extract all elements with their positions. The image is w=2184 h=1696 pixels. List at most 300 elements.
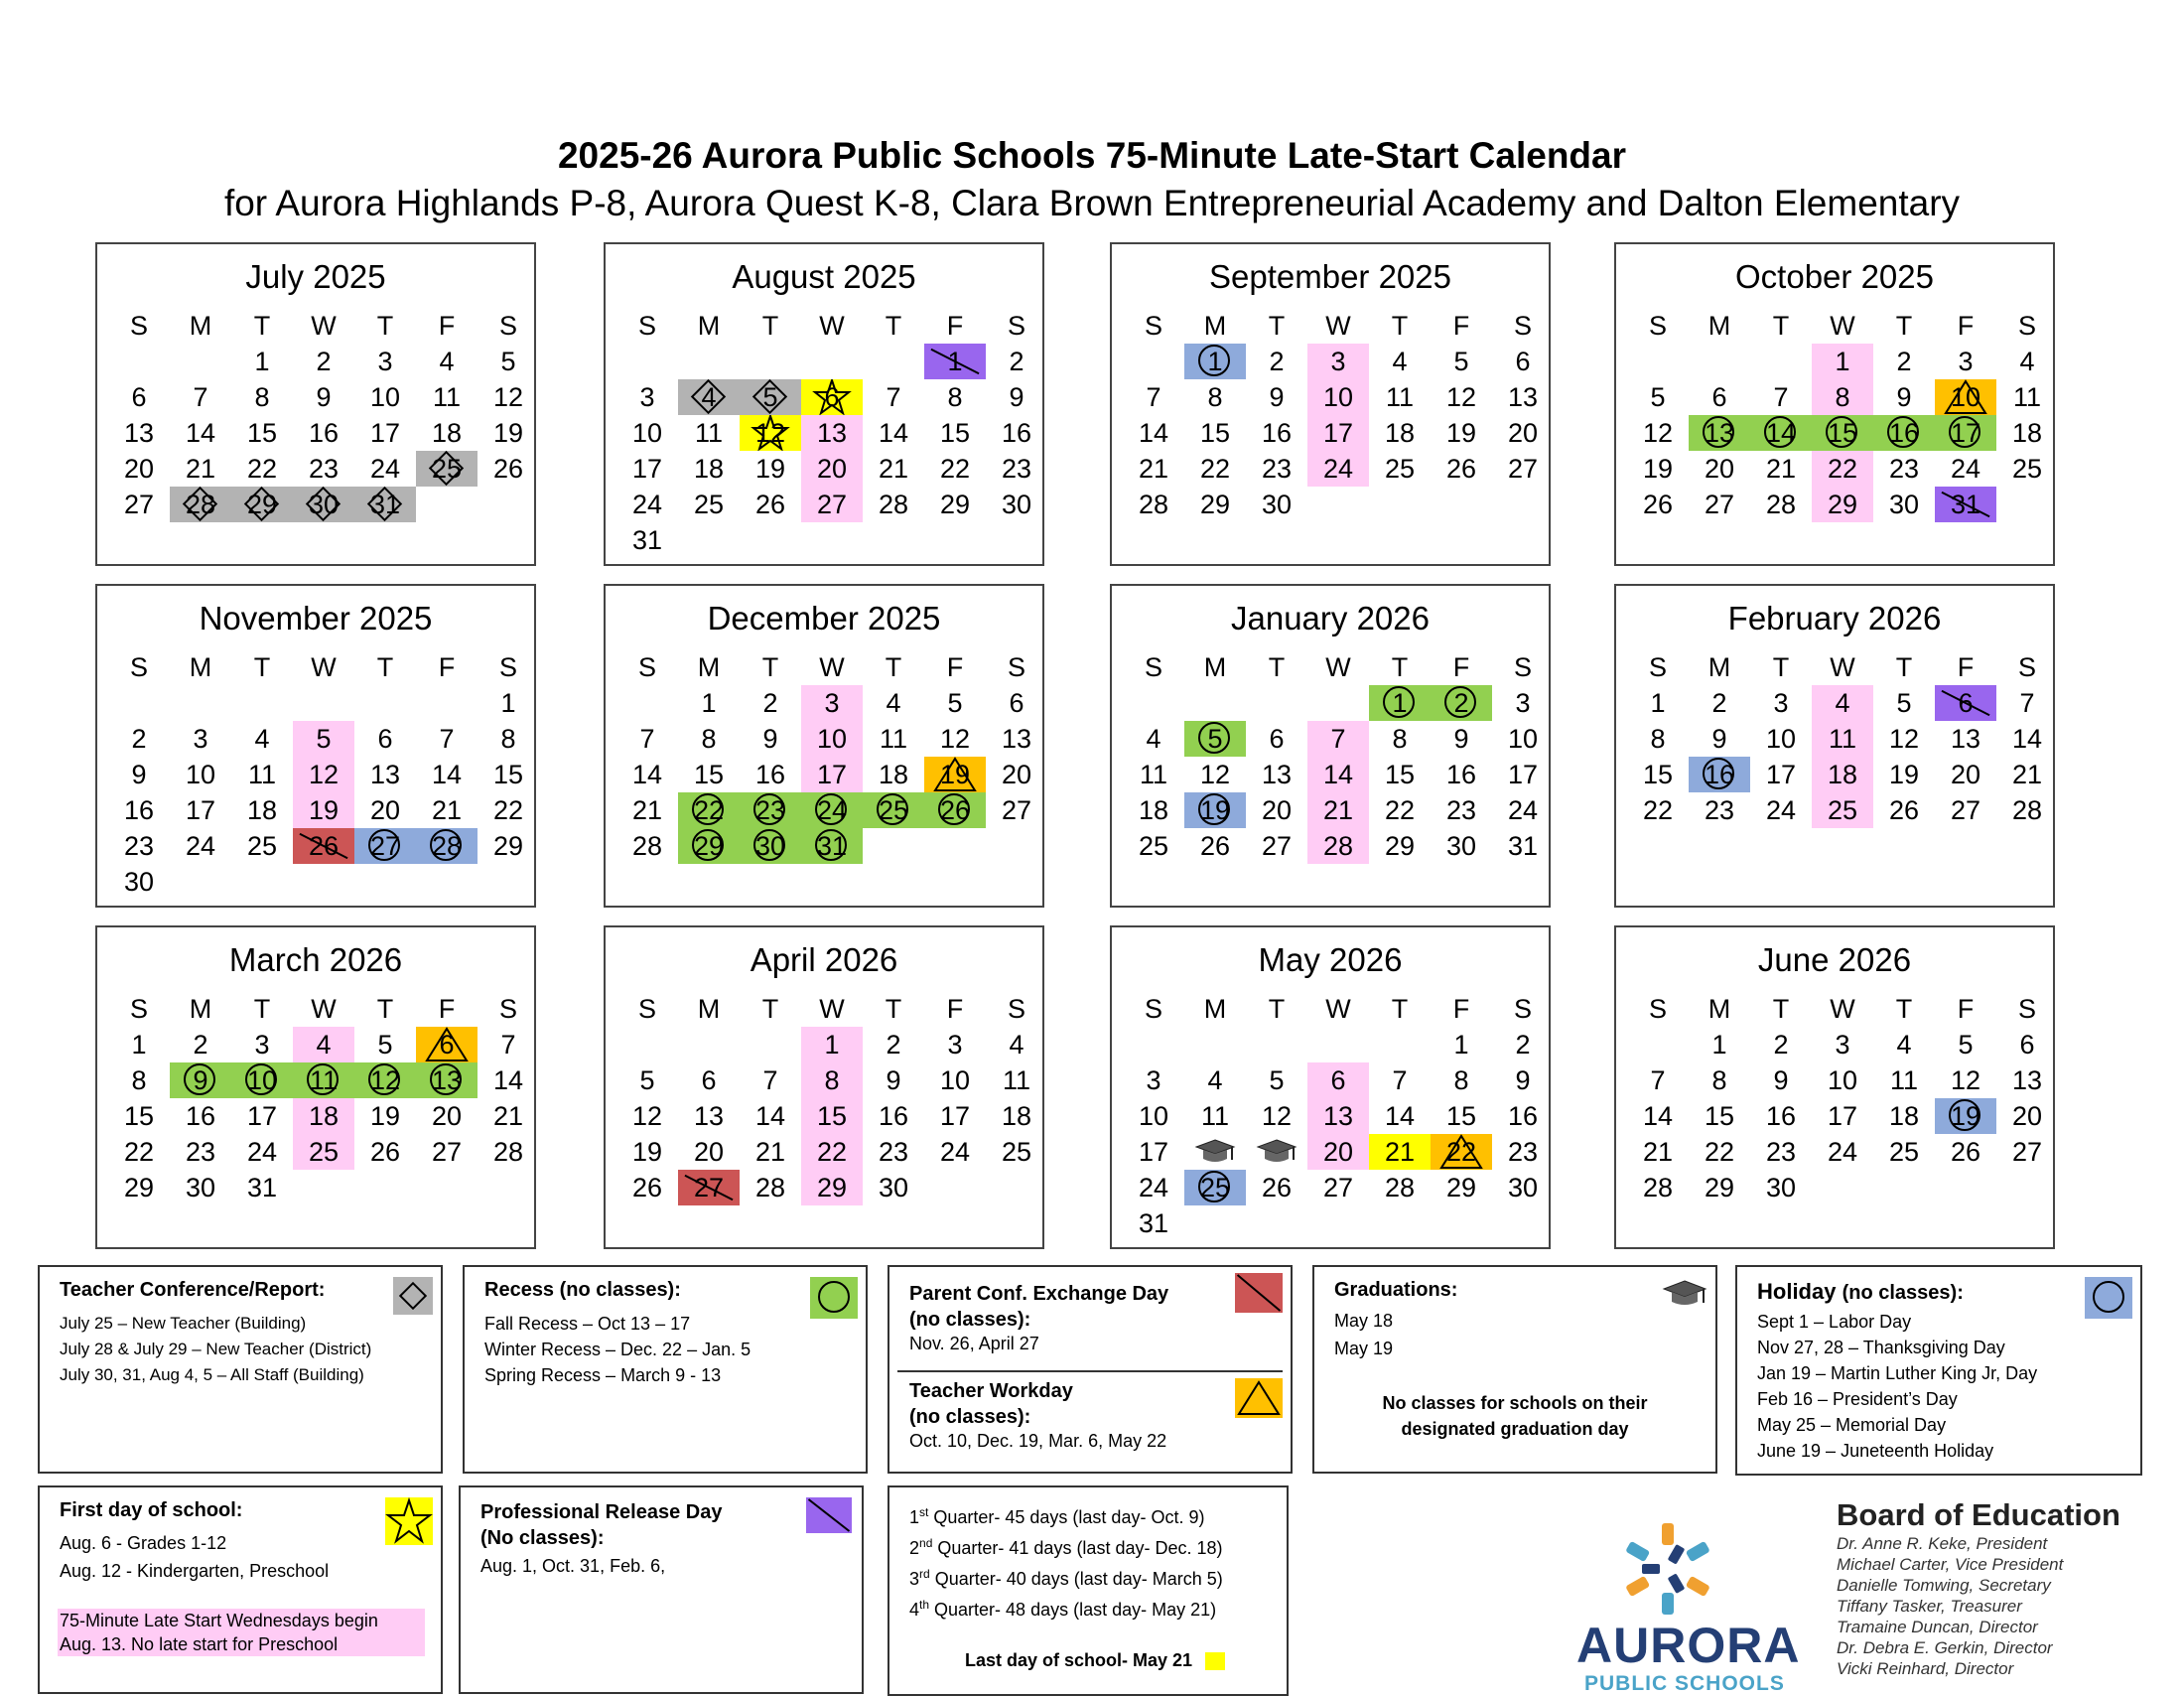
day-number: 12 (308, 760, 340, 789)
day-cell (108, 487, 170, 522)
day-cell (108, 1134, 170, 1170)
day-number: 26 (939, 795, 971, 825)
day-number: 25 (1888, 1137, 1920, 1167)
day-cell (1123, 379, 1184, 415)
weekday-header: F (1452, 652, 1470, 682)
day-number: 19 (631, 1137, 663, 1167)
day-number: 18 (1888, 1101, 1920, 1131)
day-number: 27 (1704, 490, 1735, 519)
day-cell (740, 1170, 801, 1205)
weekday-header: S (2017, 994, 2036, 1024)
day-cell (1935, 1098, 1996, 1134)
day-cell (108, 1170, 170, 1205)
day-number: 27 (123, 490, 155, 519)
weekday-header: T (1268, 652, 1286, 682)
weekday-header: M (1203, 652, 1227, 682)
day-cell (1246, 487, 1307, 522)
day-number: 9 (762, 724, 778, 754)
day-cell (1812, 451, 1873, 487)
weekday-header: S (129, 994, 148, 1024)
weekday-header: S (1144, 994, 1162, 1024)
day-cell (1246, 344, 1307, 379)
day-cell (1935, 792, 1996, 828)
day-number: 8 (701, 724, 717, 754)
day-number: 23 (754, 795, 786, 825)
weekday-header: S (498, 652, 517, 682)
day-number: 29 (939, 490, 971, 519)
day-number: 26 (308, 831, 340, 861)
day-cell (863, 415, 924, 451)
day-cell (1307, 1170, 1369, 1205)
weekday-header: T (376, 652, 394, 682)
day-number: 7 (762, 1065, 778, 1095)
day-cell (863, 721, 924, 757)
day-cell (1492, 721, 1554, 757)
day-number: 24 (631, 490, 663, 519)
day-cell (801, 685, 863, 721)
day-cell (1184, 451, 1246, 487)
day-number: 10 (939, 1065, 971, 1095)
day-number: 6 (1330, 1065, 1346, 1095)
day-number: 1 (1711, 1030, 1727, 1060)
day-cell (740, 415, 801, 451)
day-cell (354, 451, 416, 487)
day-number: 6 (824, 382, 840, 412)
day-number: 14 (631, 760, 663, 789)
day-number: 20 (431, 1101, 463, 1131)
day-number: 4 (2019, 347, 2035, 376)
day-cell (293, 1098, 354, 1134)
day-cell (1935, 487, 1996, 522)
legend-line: May 25 – Memorial Day (1757, 1415, 1947, 1435)
day-cell (1627, 487, 1689, 522)
day-cell (478, 757, 539, 792)
day-cell (924, 451, 986, 487)
day-cell (740, 757, 801, 792)
day-cell (863, 1098, 924, 1134)
legend-title: Recess (no classes): (484, 1279, 681, 1301)
day-number: 20 (1001, 760, 1032, 789)
day-cell (1873, 451, 1935, 487)
day-number: 13 (369, 760, 401, 789)
day-number: 8 (254, 382, 270, 412)
day-cell (986, 1134, 1047, 1170)
day-number: 19 (1642, 454, 1674, 484)
day-cell (293, 1134, 354, 1170)
day-number: 4 (1207, 1065, 1223, 1095)
day-number: 25 (1384, 454, 1416, 484)
day-number: 27 (431, 1137, 463, 1167)
month-march-2026 (95, 925, 536, 1249)
day-cell (293, 487, 354, 522)
day-cell (1307, 792, 1369, 828)
day-cell (293, 792, 354, 828)
weekday-header: S (1007, 994, 1025, 1024)
day-number: 6 (1711, 382, 1727, 412)
day-cell (616, 1098, 678, 1134)
day-cell (1627, 415, 1689, 451)
day-number: 11 (1889, 1065, 1919, 1095)
day-number: 28 (1322, 831, 1354, 861)
weekday-header: S (129, 652, 148, 682)
weekday-header: T (1772, 311, 1790, 341)
day-number: 7 (639, 724, 655, 754)
day-number: 29 (1445, 1173, 1477, 1202)
day-number: 25 (1827, 795, 1858, 825)
day-number: 22 (1642, 795, 1674, 825)
day-cell (1750, 487, 1812, 522)
weekday-header: W (311, 652, 337, 682)
day-cell (1184, 757, 1246, 792)
weekday-header: S (1648, 994, 1667, 1024)
day-number: 24 (1765, 795, 1797, 825)
day-number: 11 (1139, 760, 1168, 789)
day-cell (986, 1062, 1047, 1098)
day-number: 28 (431, 831, 463, 861)
day-number: 24 (185, 831, 216, 861)
weekday-header: S (2017, 652, 2036, 682)
day-number: 3 (254, 1030, 270, 1060)
day-number: 8 (1453, 1065, 1469, 1095)
day-cell (986, 685, 1047, 721)
day-number: 20 (2011, 1101, 2043, 1131)
day-cell (1492, 415, 1554, 451)
quarter-line (909, 1561, 1223, 1592)
day-number: 21 (1642, 1137, 1674, 1167)
day-cell (1431, 1170, 1492, 1205)
day-cell (801, 792, 863, 828)
day-number: 22 (816, 1137, 848, 1167)
day-cell (1996, 379, 2058, 415)
day-cell (678, 685, 740, 721)
day-number: 8 (1392, 724, 1408, 754)
day-number: 21 (1322, 795, 1354, 825)
day-number: 17 (369, 418, 401, 448)
day-cell (1750, 451, 1812, 487)
day-number: 27 (1950, 795, 1981, 825)
day-number: 31 (631, 525, 663, 555)
day-cell (1431, 344, 1492, 379)
day-cell (1246, 1098, 1307, 1134)
day-cell (740, 487, 801, 522)
day-cell (1935, 721, 1996, 757)
day-number: 15 (693, 760, 725, 789)
day-number: 10 (1827, 1065, 1858, 1095)
day-number: 23 (1445, 795, 1477, 825)
day-cell (108, 451, 170, 487)
day-cell (1812, 1134, 1873, 1170)
day-cell (478, 721, 539, 757)
day-number: 8 (500, 724, 516, 754)
day-cell (231, 487, 293, 522)
day-number: 9 (1453, 724, 1469, 754)
day-number: 31 (246, 1173, 278, 1202)
weekday-header: T (376, 311, 394, 341)
day-number: 26 (631, 1173, 663, 1202)
legend-line: Feb 16 – President’s Day (1757, 1389, 1958, 1409)
legend-line: Nov. 26, April 27 (909, 1334, 1039, 1353)
day-number: 6 (1009, 688, 1024, 718)
day-cell (1369, 1098, 1431, 1134)
month-title: May 2026 (1258, 941, 1403, 978)
day-number: 20 (1261, 795, 1293, 825)
day-number: 23 (185, 1137, 216, 1167)
quarter-text: Quarter- 48 days (last day- May 21) (929, 1600, 1217, 1620)
board-of-education (1837, 1497, 2164, 1679)
day-number: 18 (431, 418, 463, 448)
day-number: 16 (1704, 760, 1735, 789)
day-number: 22 (1827, 454, 1858, 484)
day-cell (1996, 685, 2058, 721)
weekday-header: T (1772, 994, 1790, 1024)
day-cell (1246, 1134, 1307, 1170)
day-cell (678, 1170, 740, 1205)
day-cell (986, 379, 1047, 415)
month-title: February 2026 (1727, 600, 1942, 636)
day-number: 13 (431, 1065, 463, 1095)
board-member: Dr. Debra E. Gerkin, Director (1837, 1638, 2053, 1657)
day-number: 6 (2019, 1030, 2035, 1060)
day-number: 4 (1146, 724, 1161, 754)
legend-title: (no classes): (909, 1406, 1031, 1428)
day-cell (416, 792, 478, 828)
legend-line: Jan 19 – Martin Luther King Jr, Day (1757, 1363, 2038, 1383)
day-cell (1750, 1062, 1812, 1098)
day-cell (1935, 1062, 1996, 1098)
day-cell (616, 1134, 678, 1170)
weekday-header: S (1513, 311, 1532, 341)
day-number: 9 (1009, 382, 1024, 412)
weekday-header: T (885, 652, 902, 682)
day-cell (354, 1098, 416, 1134)
day-number: 9 (1711, 724, 1727, 754)
day-number: 16 (1001, 418, 1032, 448)
weekday-header: F (438, 311, 456, 341)
day-cell (108, 379, 170, 415)
day-number: 5 (1958, 1030, 1974, 1060)
day-cell (1123, 1062, 1184, 1098)
day-cell (924, 721, 986, 757)
weekday-header: M (1707, 311, 1731, 341)
day-cell (1812, 487, 1873, 522)
day-cell (1812, 344, 1873, 379)
legend-title: Teacher Conference/Report: (60, 1279, 326, 1301)
day-number: 21 (878, 454, 909, 484)
day-number: 7 (439, 724, 455, 754)
day-cell (354, 1062, 416, 1098)
day-cell (740, 1062, 801, 1098)
day-number: 23 (1704, 795, 1735, 825)
board-member: Danielle Tomwing, Secretary (1837, 1576, 2051, 1595)
month-january-2026 (1110, 584, 1551, 908)
diamond-icon (393, 1277, 433, 1315)
day-number: 25 (693, 490, 725, 519)
day-number: 25 (878, 795, 909, 825)
day-number: 23 (1261, 454, 1293, 484)
day-number: 19 (1199, 795, 1231, 825)
weekday-header: S (1648, 652, 1667, 682)
day-cell (416, 344, 478, 379)
day-number: 2 (131, 724, 147, 754)
day-number: 28 (1642, 1173, 1674, 1202)
day-cell (354, 757, 416, 792)
day-cell (170, 415, 231, 451)
legend-recess (463, 1265, 868, 1474)
day-number: 9 (1896, 382, 1912, 412)
day-cell (1246, 1062, 1307, 1098)
day-cell (478, 1134, 539, 1170)
day-number: 19 (492, 418, 524, 448)
weekday-header: M (1203, 994, 1227, 1024)
day-cell (1689, 379, 1750, 415)
day-cell (1935, 1027, 1996, 1062)
day-cell (1123, 721, 1184, 757)
day-cell (1246, 721, 1307, 757)
day-number: 24 (1507, 795, 1539, 825)
day-cell (1750, 792, 1812, 828)
day-cell (170, 1062, 231, 1098)
day-number: 12 (754, 418, 786, 448)
legend-exchange-workday (887, 1265, 1293, 1474)
day-number: 2 (886, 1030, 901, 1060)
day-number: 31 (369, 490, 401, 519)
day-number: 26 (369, 1137, 401, 1167)
day-number: 24 (1827, 1137, 1858, 1167)
day-number: 25 (246, 831, 278, 861)
day-number: 16 (1765, 1101, 1797, 1131)
day-number: 1 (1207, 347, 1223, 376)
day-number: 26 (1445, 454, 1477, 484)
day-number: 4 (1392, 347, 1408, 376)
day-cell (354, 721, 416, 757)
day-cell (1184, 828, 1246, 864)
day-cell (924, 1098, 986, 1134)
day-cell (231, 1098, 293, 1134)
day-cell (616, 721, 678, 757)
weekday-header: W (1830, 994, 1855, 1024)
day-number: 15 (492, 760, 524, 789)
day-number: 20 (1950, 760, 1981, 789)
day-cell (1123, 415, 1184, 451)
weekday-header: S (1007, 652, 1025, 682)
day-cell (863, 757, 924, 792)
legend-holiday (1735, 1265, 2142, 1476)
slash-icon (806, 1497, 852, 1533)
day-cell (231, 1027, 293, 1062)
day-cell (1996, 1134, 2058, 1170)
day-number: 14 (2011, 724, 2043, 754)
weekday-header: M (697, 994, 721, 1024)
day-number: 11 (1002, 1065, 1031, 1095)
day-number: 30 (754, 831, 786, 861)
weekday-header: T (1268, 311, 1286, 341)
weekday-header: W (311, 311, 337, 341)
legend-line: Nov 27, 28 – Thanksgiving Day (1757, 1338, 2005, 1357)
day-number: 5 (639, 1065, 655, 1095)
weekday-header: T (1391, 652, 1409, 682)
weekday-header: F (946, 652, 964, 682)
day-number: 3 (639, 382, 655, 412)
day-number: 16 (185, 1101, 216, 1131)
day-number: 7 (886, 382, 901, 412)
day-cell (1689, 1134, 1750, 1170)
board-member: Tiffany Tasker, Treasurer (1837, 1597, 2022, 1616)
day-number: 16 (754, 760, 786, 789)
day-cell (1492, 792, 1554, 828)
day-cell (1689, 792, 1750, 828)
divider (897, 1370, 1283, 1372)
day-cell (801, 721, 863, 757)
day-cell (1492, 1062, 1554, 1098)
day-number: 22 (1199, 454, 1231, 484)
quarter-text: Quarter- 45 days (last day- Oct. 9) (928, 1507, 1205, 1527)
day-cell (1123, 1098, 1184, 1134)
day-cell (1996, 451, 2058, 487)
day-number: 13 (1704, 418, 1735, 448)
day-number: 24 (816, 795, 848, 825)
day-number: 15 (1704, 1101, 1735, 1131)
weekday-header: S (2017, 311, 2036, 341)
day-cell (1246, 1170, 1307, 1205)
day-cell (108, 1062, 170, 1098)
circle-icon (2085, 1277, 2132, 1319)
day-cell (1935, 379, 1996, 415)
day-cell (616, 757, 678, 792)
day-cell (863, 1062, 924, 1098)
day-number: 15 (1384, 760, 1416, 789)
day-number: 3 (1515, 688, 1531, 718)
day-cell (678, 721, 740, 757)
day-cell (1431, 451, 1492, 487)
yellow-square-icon (1205, 1652, 1225, 1670)
day-cell (416, 415, 478, 451)
day-cell (678, 379, 740, 415)
day-cell (740, 1134, 801, 1170)
day-number: 30 (123, 867, 155, 897)
day-number: 26 (1199, 831, 1231, 861)
day-cell (293, 1062, 354, 1098)
day-cell (1750, 1170, 1812, 1205)
day-number: 1 (701, 688, 717, 718)
day-cell (478, 379, 539, 415)
weekday-header: T (1895, 994, 1913, 1024)
day-cell (1369, 685, 1431, 721)
legend-title-suffix: (no classes): (1842, 1282, 1964, 1304)
day-number: 2 (1009, 347, 1024, 376)
day-cell (678, 487, 740, 522)
day-number: 28 (1384, 1173, 1416, 1202)
day-number: 15 (816, 1101, 848, 1131)
day-number: 14 (185, 418, 216, 448)
day-cell (354, 1027, 416, 1062)
day-cell (478, 451, 539, 487)
day-cell (1369, 379, 1431, 415)
day-cell (740, 1098, 801, 1134)
slash-icon (1235, 1273, 1283, 1313)
day-cell (678, 757, 740, 792)
legend-title: Holiday (1757, 1279, 1837, 1304)
day-cell (1307, 828, 1369, 864)
day-number: 16 (1445, 760, 1477, 789)
day-cell (1812, 1062, 1873, 1098)
day-number: 13 (693, 1101, 725, 1131)
late-start-line: 75-Minute Late Start Wednesdays begin (60, 1611, 378, 1630)
legend-title: (No classes): (480, 1527, 605, 1549)
day-cell (1123, 757, 1184, 792)
day-cell (170, 792, 231, 828)
legend-line: Oct. 10, Dec. 19, Mar. 6, May 22 (909, 1431, 1167, 1451)
day-number: 11 (1385, 382, 1415, 412)
